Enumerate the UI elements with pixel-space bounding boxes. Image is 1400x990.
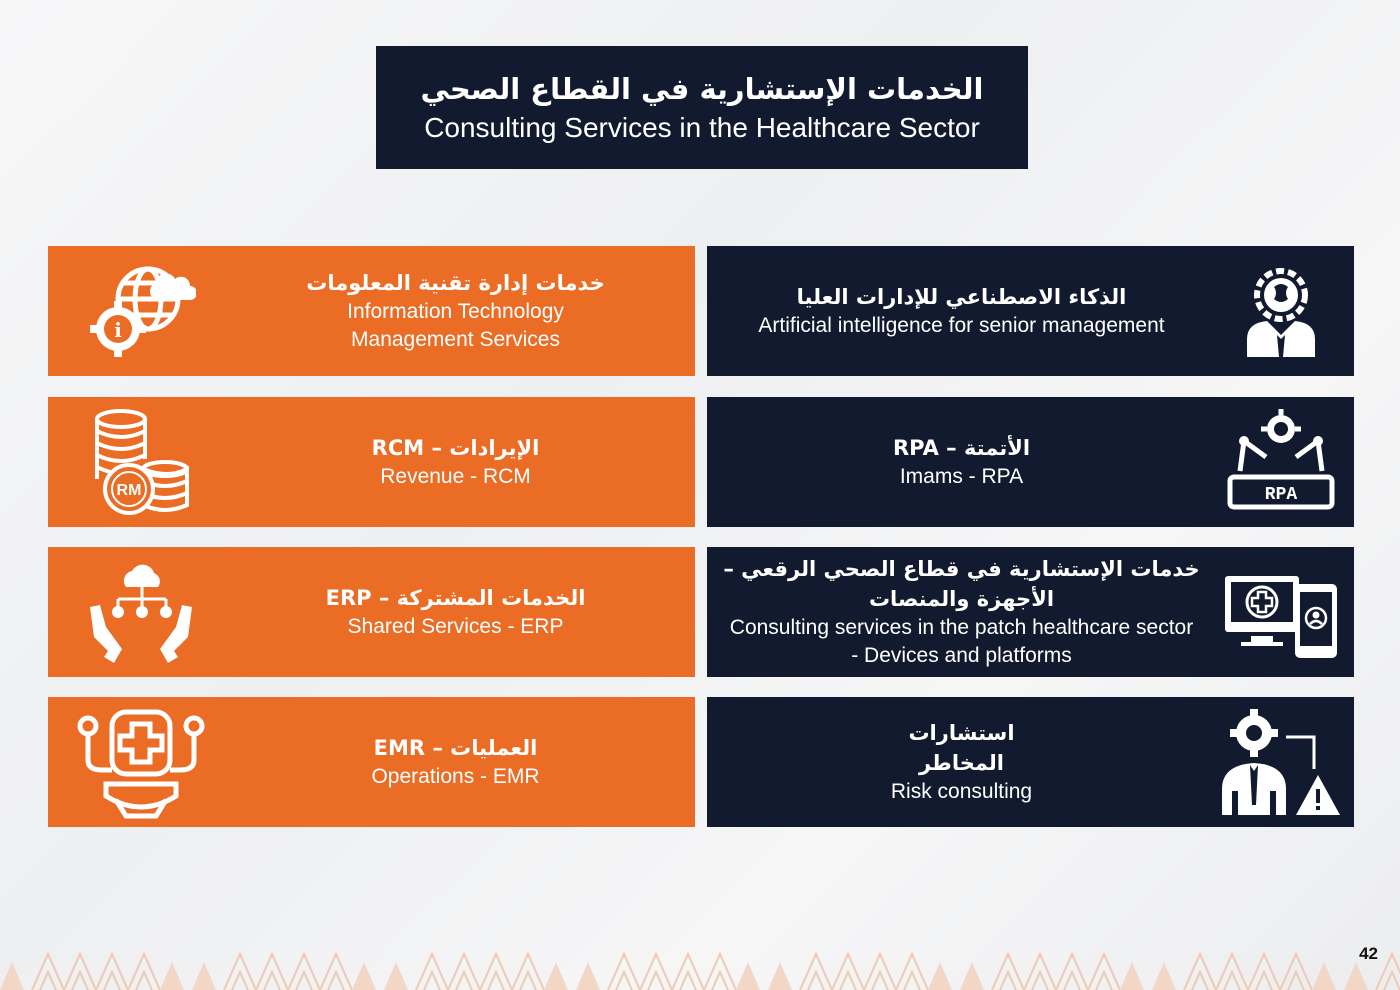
- svg-text:i: i: [114, 318, 122, 342]
- pattern-chevron: [640, 954, 672, 990]
- service-card-digital-health: [707, 547, 1354, 677]
- pattern-chevron: [1024, 954, 1056, 990]
- pattern-chevron: [192, 962, 216, 990]
- service-title-english-line1: Information Technology: [347, 300, 564, 323]
- pattern-chevron: [384, 962, 408, 990]
- page-number: 42: [1359, 944, 1378, 963]
- service-title-arabic: الأتمتة – RPA: [892, 436, 1031, 460]
- pattern-chevron: [128, 954, 160, 990]
- pattern-chevron: [544, 962, 568, 990]
- gear-globe-cloud-icon: [66, 261, 216, 361]
- page-title-arabic: الخدمات الإستشارية في القطاع الصحي: [420, 71, 984, 106]
- pattern-chevron: [800, 954, 832, 990]
- pattern-chevron: [1152, 962, 1176, 990]
- pattern-chevron: [896, 954, 928, 990]
- service-card-revenue: [48, 397, 695, 527]
- ai-manager-icon: [1216, 261, 1346, 361]
- pattern-chevron: [480, 954, 512, 990]
- monitor-phone-medical-icon: [1216, 562, 1346, 662]
- page-title-box: [376, 46, 1028, 169]
- service-title-english-line2: Management Services: [351, 328, 560, 351]
- service-title-arabic: خدمات إدارة تقنية المعلومات: [306, 271, 605, 295]
- service-title-english: Risk consulting: [890, 780, 1033, 803]
- pattern-chevron: [448, 954, 480, 990]
- pattern-chevron: [0, 962, 24, 990]
- medical-robot-icon: [66, 704, 216, 820]
- service-title-arabic-line1: خدمات الإستشارية في قطاع الصحي الرقعي –: [723, 557, 1200, 581]
- service-title-english: Imams - RPA: [899, 465, 1024, 488]
- service-title-arabic-line2: الأجهزة والمنصات: [868, 587, 1055, 611]
- service-title-english-line1: Consulting services in the patch healthcare sector: [729, 616, 1194, 639]
- pattern-chevron: [1376, 954, 1400, 990]
- service-title-arabic-line2: المخاطر: [918, 751, 1005, 775]
- service-card-risk-consulting: [707, 697, 1354, 827]
- pattern-chevron: [1184, 954, 1216, 990]
- robot-rpa-icon: [1216, 407, 1346, 517]
- pattern-chevron: [864, 954, 896, 990]
- pattern-chevron: [736, 962, 760, 990]
- service-title-arabic-line1: استشارات: [908, 721, 1015, 745]
- pattern-chevron: [608, 954, 640, 990]
- pattern-chevron: [768, 962, 792, 990]
- service-title-arabic: الذكاء الاصطناعي للإدارات العليا: [796, 285, 1127, 309]
- pattern-chevron: [704, 954, 736, 990]
- pattern-chevron: [992, 954, 1024, 990]
- pattern-chevron: [320, 954, 352, 990]
- pattern-chevron: [576, 962, 600, 990]
- pattern-chevron: [928, 962, 952, 990]
- coins-rm-icon: [66, 407, 216, 517]
- pattern-chevron: [960, 962, 984, 990]
- service-title-english: Shared Services - ERP: [347, 615, 564, 638]
- service-card-ai-management: [707, 246, 1354, 376]
- cloud-hands-icon: [66, 557, 216, 667]
- pattern-chevron: [416, 954, 448, 990]
- pattern-chevron: [1344, 962, 1368, 990]
- page-title-english: Consulting Services in the Healthcare Sector: [424, 111, 980, 143]
- service-title-arabic: الإيرادات – RCM: [371, 436, 540, 460]
- rpa-icon-label: RPA: [1264, 485, 1298, 505]
- pattern-chevron: [1280, 954, 1312, 990]
- pattern-chevron: [224, 954, 256, 990]
- pattern-chevron: [1216, 954, 1248, 990]
- pattern-chevron: [672, 954, 704, 990]
- pattern-chevron: [288, 954, 320, 990]
- pattern-chevron: [352, 962, 376, 990]
- pattern-chevron: [832, 954, 864, 990]
- decorative-bottom-pattern: [0, 940, 1400, 990]
- businessman-gear-warning-icon: [1216, 707, 1346, 817]
- service-title-english: Revenue - RCM: [380, 465, 531, 488]
- pattern-chevron: [1056, 954, 1088, 990]
- pattern-chevron: [256, 954, 288, 990]
- pattern-chevron: [1088, 954, 1120, 990]
- pattern-chevron: [64, 954, 96, 990]
- service-title-english: Operations - EMR: [371, 765, 540, 788]
- pattern-chevron: [1248, 954, 1280, 990]
- service-card-it-management: [48, 246, 695, 376]
- service-card-shared-services: [48, 547, 695, 677]
- service-card-operations: [48, 697, 695, 827]
- service-title-english-line2: - Devices and platforms: [851, 644, 1072, 667]
- service-title-arabic: الخدمات المشتركة – ERP: [325, 586, 586, 610]
- pattern-chevron: [512, 954, 544, 990]
- svg-text:RM: RM: [116, 482, 142, 499]
- service-card-rpa: [707, 397, 1354, 527]
- service-title-english: Artificial intelligence for senior management: [758, 314, 1165, 337]
- pattern-chevron: [1120, 962, 1144, 990]
- pattern-chevron: [96, 954, 128, 990]
- pattern-chevron: [1312, 962, 1336, 990]
- service-title-arabic: العمليات – EMR: [373, 736, 538, 760]
- pattern-chevron: [32, 954, 64, 990]
- pattern-chevron: [160, 962, 184, 990]
